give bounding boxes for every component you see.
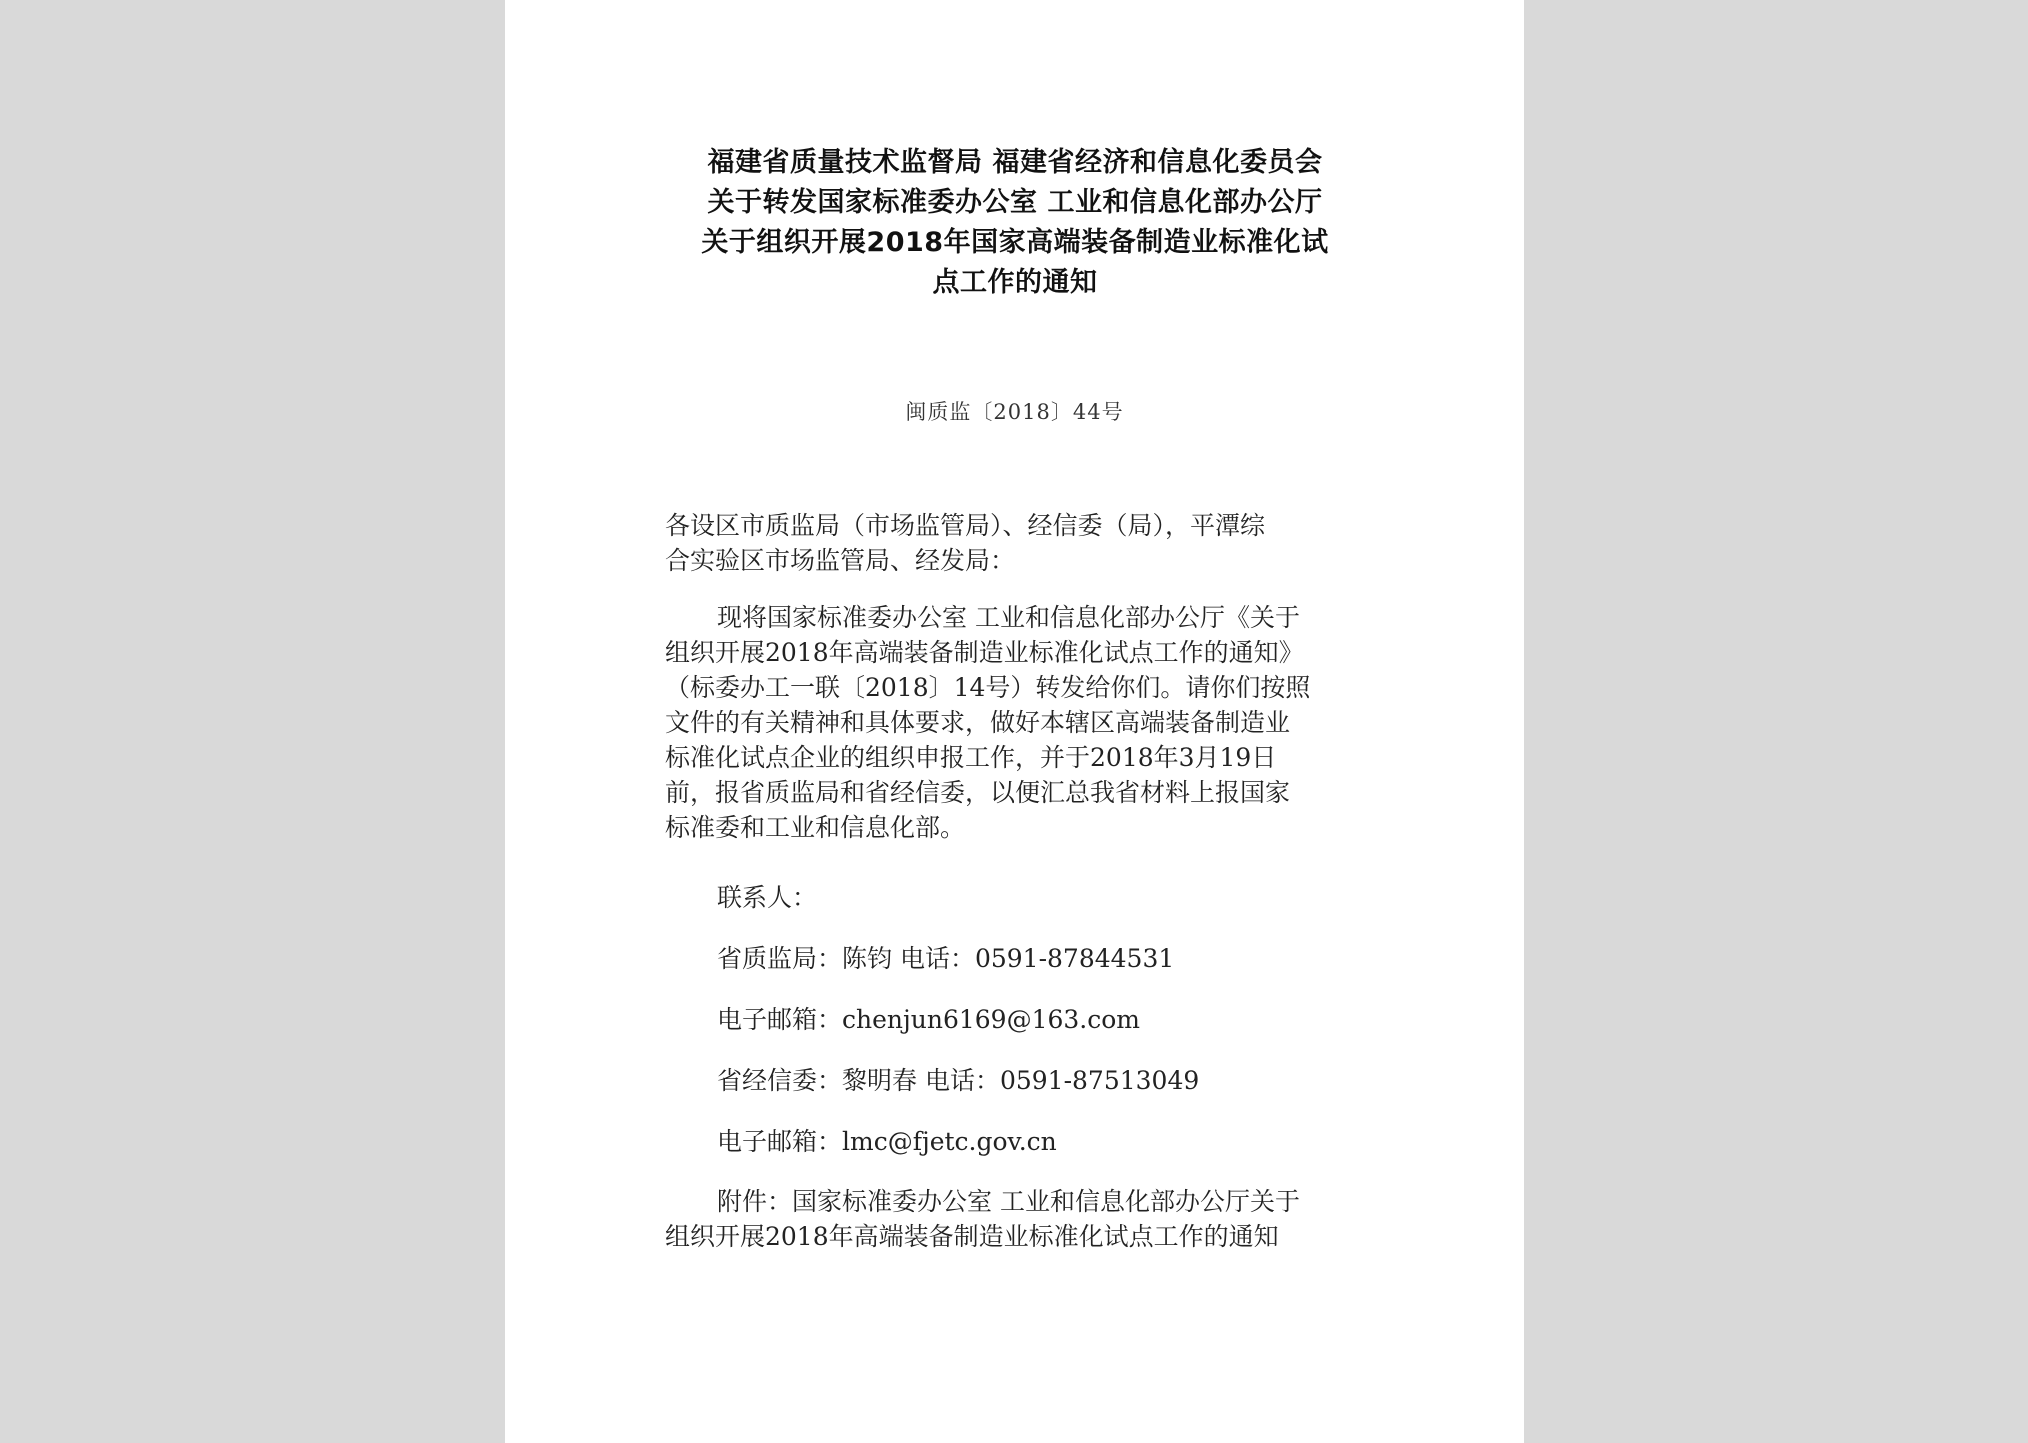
contacts-label: 联系人： bbox=[717, 883, 818, 912]
paragraph-line: 前，报省质监局和省经信委，以便汇总我省材料上报国家 bbox=[665, 778, 1291, 807]
addressee bbox=[665, 508, 1377, 578]
attachment-note bbox=[665, 1184, 1377, 1254]
paragraph-line: （标委办工一联〔2018〕14号）转发给你们。请你们按照 bbox=[665, 673, 1311, 702]
document-title bbox=[665, 143, 1365, 303]
main-paragraph bbox=[665, 600, 1377, 845]
email-qts: 电子邮箱：chenjun6169@163.com bbox=[717, 1005, 1140, 1034]
paragraph-line: 标准化试点企业的组织申报工作，并于2018年3月19日 bbox=[665, 743, 1277, 772]
paragraph-line: 标准委和工业和信息化部。 bbox=[665, 813, 966, 842]
title-line: 关于组织开展2018年国家高端装备制造业标准化试 bbox=[701, 227, 1329, 258]
title-line: 关于转发国家标准委办公室 工业和信息化部办公厅 bbox=[707, 187, 1323, 218]
contact-etc: 省经信委：黎明春 电话：0591-87513049 bbox=[717, 1066, 1200, 1095]
document-number: 闽质监〔2018〕44号 bbox=[905, 400, 1124, 424]
paragraph-line: 现将国家标准委办公室 工业和信息化部办公厅《关于 bbox=[717, 603, 1300, 632]
contact-qts: 省质监局：陈钧 电话：0591-87844531 bbox=[717, 944, 1175, 973]
attachment-line: 组织开展2018年高端装备制造业标准化试点工作的通知 bbox=[665, 1222, 1279, 1251]
attachment-line: 附件：国家标准委办公室 工业和信息化部办公厅关于 bbox=[717, 1187, 1300, 1216]
addressee-line: 各设区市质监局（市场监管局）、经信委（局），平潭综 bbox=[665, 511, 1266, 540]
paragraph-line: 组织开展2018年高端装备制造业标准化试点工作的通知》 bbox=[665, 638, 1304, 667]
paragraph-line: 文件的有关精神和具体要求，做好本辖区高端装备制造业 bbox=[665, 708, 1291, 737]
email-etc: 电子邮箱：lmc@fjetc.gov.cn bbox=[717, 1127, 1057, 1156]
addressee-line: 合实验区市场监管局、经发局： bbox=[665, 546, 1016, 575]
document-page bbox=[505, 0, 1524, 1443]
title-line: 福建省质量技术监督局 福建省经济和信息化委员会 bbox=[707, 147, 1323, 178]
title-line: 点工作的通知 bbox=[932, 267, 1098, 298]
